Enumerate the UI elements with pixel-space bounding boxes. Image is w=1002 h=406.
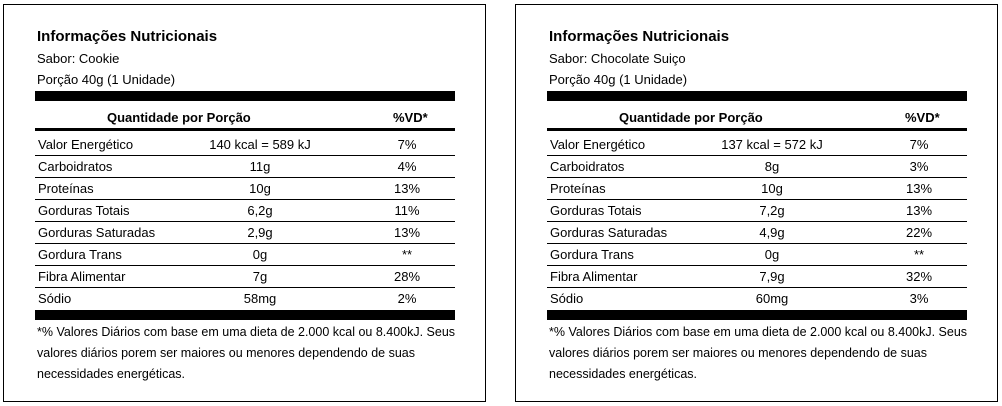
table-row <box>35 222 455 244</box>
row-vd: 28% <box>393 269 421 284</box>
row-vd: 7% <box>909 137 929 152</box>
row-name: Valor Energético <box>550 137 646 152</box>
table-row <box>35 200 455 222</box>
row-vd: 7% <box>397 137 417 152</box>
row-name: Proteínas <box>38 181 94 196</box>
row-vd: 13% <box>905 181 933 196</box>
row-vd: 13% <box>393 225 421 240</box>
flavor-label: Sabor: Cookie <box>37 51 120 66</box>
flavor-label: Sabor: Chocolate Suiço <box>549 51 686 66</box>
table-row <box>547 244 967 266</box>
table-header <box>35 101 455 131</box>
row-name: Gordura Trans <box>38 247 122 262</box>
table-row <box>35 134 455 156</box>
row-name: Proteínas <box>550 181 606 196</box>
row-vd: 13% <box>905 203 933 218</box>
table-row <box>35 178 455 200</box>
table-row <box>547 222 967 244</box>
footnote: *% Valores Diários com base em uma dieta de 2.000 kcal ou 8.400kJ. Seus valores diários porem ser maiores ou menores dependendo de suas necessidades energéticas. <box>37 325 456 381</box>
header-quantity: Quantidade por Porção <box>619 110 763 125</box>
row-name: Fibra Alimentar <box>38 269 126 284</box>
header-vd: %VD* <box>905 110 940 125</box>
row-vd: 11% <box>394 203 420 218</box>
row-quantity: 10g <box>249 181 271 196</box>
row-vd: 32% <box>905 269 933 284</box>
row-quantity: 8g <box>764 159 780 174</box>
panel-title: Informações Nutricionais <box>37 28 218 45</box>
table-row <box>547 288 967 310</box>
row-name: Carboidratos <box>38 159 113 174</box>
table-row <box>547 178 967 200</box>
nutrition-panel-cookie <box>3 4 486 402</box>
row-name: Valor Energético <box>38 137 134 152</box>
header-vd: %VD* <box>393 110 428 125</box>
table-row <box>547 200 967 222</box>
portion-label: Porção 40g (1 Unidade) <box>37 72 176 87</box>
row-name: Carboidratos <box>550 159 625 174</box>
header-quantity: Quantidade por Porção <box>107 110 251 125</box>
row-quantity: 7,2g <box>759 203 785 218</box>
nutrition-table <box>35 134 455 310</box>
table-row <box>35 244 455 266</box>
row-vd: 4% <box>397 159 417 174</box>
row-quantity: 7,9g <box>759 269 785 284</box>
table-row <box>35 288 455 310</box>
row-name: Fibra Alimentar <box>550 269 638 284</box>
row-quantity: 4,9g <box>759 225 785 240</box>
row-name: Sódio <box>38 291 72 306</box>
divider-thick-bottom <box>35 310 455 320</box>
row-quantity: 11g <box>249 159 271 174</box>
divider-thick-top <box>35 91 455 101</box>
row-vd: 3% <box>909 291 929 306</box>
row-name: Gorduras Saturadas <box>550 225 668 240</box>
table-row <box>547 266 967 288</box>
table-row <box>547 134 967 156</box>
table-row <box>547 156 967 178</box>
row-vd: ** <box>913 247 925 262</box>
divider-thick-top <box>547 91 967 101</box>
row-vd: 3% <box>909 159 929 174</box>
row-quantity: 58mg <box>243 291 277 306</box>
row-name: Gorduras Saturadas <box>38 225 156 240</box>
row-quantity: 60mg <box>755 291 789 306</box>
row-quantity: 7g <box>252 269 268 284</box>
row-vd: 2% <box>397 291 417 306</box>
row-name: Gordura Trans <box>550 247 634 262</box>
divider-thick-bottom <box>547 310 967 320</box>
row-quantity: 2,9g <box>247 225 273 240</box>
portion-label: Porção 40g (1 Unidade) <box>549 72 688 87</box>
panel-title: Informações Nutricionais <box>549 28 730 45</box>
row-vd: ** <box>401 247 413 262</box>
nutrition-table <box>547 134 967 310</box>
footnote: *% Valores Diários com base em uma dieta de 2.000 kcal ou 8.400kJ. Seus valores diários porem ser maiores ou menores dependendo de suas necessidades energéticas. <box>549 325 968 381</box>
nutrition-panel-chocolate <box>515 4 998 402</box>
row-quantity: 6,2g <box>247 203 273 218</box>
row-name: Sódio <box>550 291 584 306</box>
table-row <box>35 266 455 288</box>
row-name: Gorduras Totais <box>38 203 130 218</box>
row-quantity: 137 kcal = 572 kJ <box>721 137 823 152</box>
table-row <box>35 156 455 178</box>
row-quantity: 0g <box>252 247 268 262</box>
table-header <box>547 101 967 131</box>
row-quantity: 0g <box>764 247 780 262</box>
row-name: Gorduras Totais <box>550 203 642 218</box>
row-quantity: 140 kcal = 589 kJ <box>209 137 311 152</box>
row-vd: 13% <box>393 181 421 196</box>
row-vd: 22% <box>905 225 933 240</box>
row-quantity: 10g <box>761 181 783 196</box>
